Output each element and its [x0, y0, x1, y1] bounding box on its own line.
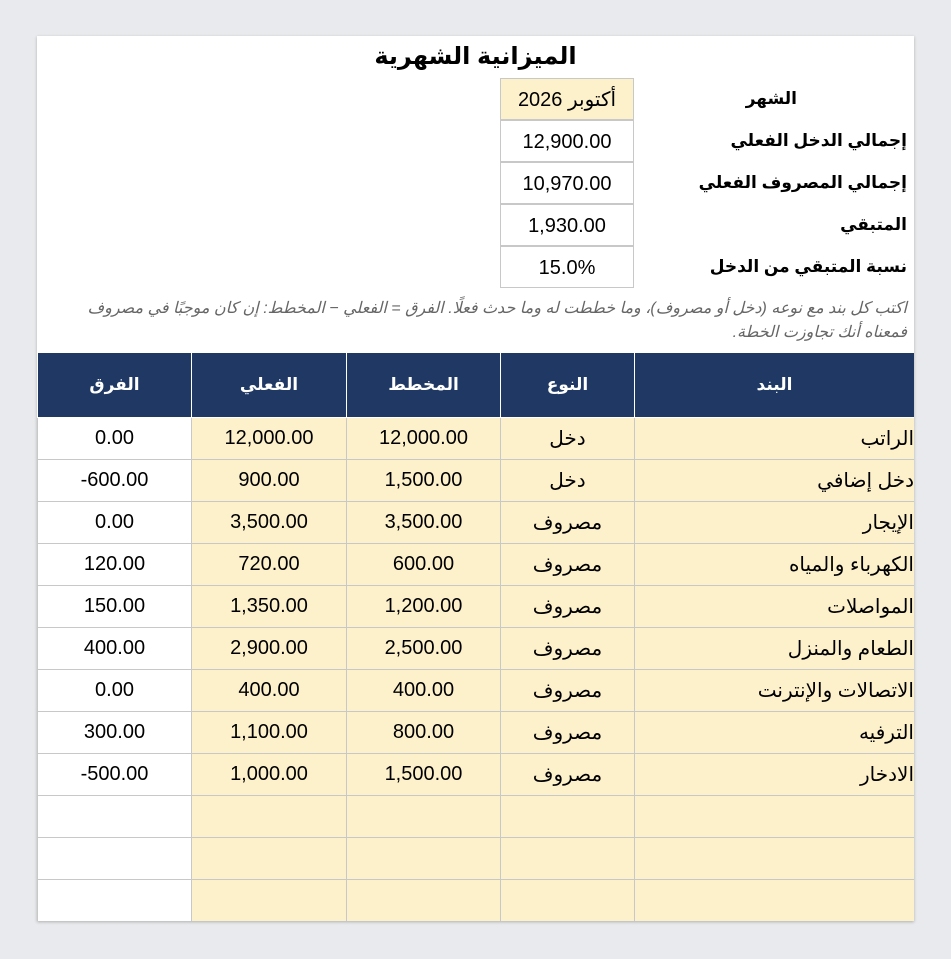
header-planned[interactable]: المخطط	[347, 353, 501, 418]
item-cell[interactable]	[635, 880, 915, 922]
actual-cell[interactable]	[192, 796, 347, 838]
summary-row-income	[37, 120, 914, 162]
actual-cell[interactable]: 3,500.00	[192, 502, 347, 544]
header-item[interactable]: البند	[635, 353, 915, 418]
page-title: الميزانية الشهرية	[374, 43, 577, 70]
item-cell[interactable]: الادخار	[635, 754, 915, 796]
actual-cell[interactable]: 400.00	[192, 670, 347, 712]
table-row	[38, 544, 915, 586]
planned-cell[interactable]	[347, 796, 501, 838]
total-expense-label: إجمالي المصروف الفعلي	[698, 173, 907, 192]
diff-cell[interactable]	[38, 880, 192, 922]
actual-cell[interactable]: 12,000.00	[192, 418, 347, 460]
type-cell[interactable]: مصروف	[501, 670, 635, 712]
remaining-ratio-label: نسبة المتبقي من الدخل	[709, 257, 907, 276]
planned-cell[interactable]: 1,500.00	[347, 754, 501, 796]
type-cell[interactable]: دخل	[501, 418, 635, 460]
actual-cell[interactable]: 1,000.00	[192, 754, 347, 796]
actual-cell[interactable]: 900.00	[192, 460, 347, 502]
table-row	[38, 880, 915, 922]
remaining-cell[interactable]: 1,930.00	[500, 204, 634, 246]
type-cell[interactable]	[501, 838, 635, 880]
type-cell[interactable]: مصروف	[501, 628, 635, 670]
diff-cell[interactable]: 0.00	[38, 502, 192, 544]
diff-cell[interactable]: 300.00	[38, 712, 192, 754]
budget-table	[37, 352, 914, 921]
type-cell[interactable]: مصروف	[501, 502, 635, 544]
summary-row-ratio	[37, 246, 914, 288]
total-income-cell[interactable]: 12,900.00	[500, 120, 634, 162]
actual-cell[interactable]: 2,900.00	[192, 628, 347, 670]
table-row	[38, 586, 915, 628]
header-actual[interactable]: الفعلي	[192, 353, 347, 418]
planned-cell[interactable]: 1,500.00	[347, 460, 501, 502]
table-header-row	[38, 353, 915, 418]
diff-cell[interactable]: 400.00	[38, 628, 192, 670]
item-cell[interactable]: الطعام والمنزل	[635, 628, 915, 670]
total-expense-cell[interactable]: 10,970.00	[500, 162, 634, 204]
actual-cell[interactable]: 1,100.00	[192, 712, 347, 754]
summary-row-month	[37, 78, 914, 120]
remaining-ratio-cell[interactable]: 15.0%	[500, 246, 634, 288]
item-cell[interactable]: الراتب	[635, 418, 915, 460]
actual-cell[interactable]: 1,350.00	[192, 586, 347, 628]
planned-cell[interactable]: 800.00	[347, 712, 501, 754]
planned-cell[interactable]	[347, 838, 501, 880]
total-income-label: إجمالي الدخل الفعلي	[730, 131, 907, 150]
type-cell[interactable]: مصروف	[501, 754, 635, 796]
remaining-label: المتبقي	[840, 215, 907, 234]
planned-cell[interactable]: 600.00	[347, 544, 501, 586]
diff-cell[interactable]	[38, 796, 192, 838]
table-row	[38, 796, 915, 838]
planned-cell[interactable]	[347, 880, 501, 922]
table-row	[38, 460, 915, 502]
item-cell[interactable]: الإيجار	[635, 502, 915, 544]
instructions-note: اكتب كل بند مع نوعه (دخل أو مصروف)، وما خططت له وما حدث فعلًا. الفرق = الفعلي − المخطط: إن كان موجبًا في مصروف فمعناه أنك تجاوزت الخطة.	[87, 300, 907, 341]
type-cell[interactable]: دخل	[501, 460, 635, 502]
item-cell[interactable]: الاتصالات والإنترنت	[635, 670, 915, 712]
summary-row-remaining	[37, 204, 914, 246]
actual-cell[interactable]	[192, 838, 347, 880]
type-cell[interactable]: مصروف	[501, 712, 635, 754]
planned-cell[interactable]: 12,000.00	[347, 418, 501, 460]
diff-cell[interactable]: -500.00	[38, 754, 192, 796]
item-cell[interactable]: دخل إضافي	[635, 460, 915, 502]
table-row	[38, 838, 915, 880]
table-row	[38, 754, 915, 796]
diff-cell[interactable]: 120.00	[38, 544, 192, 586]
month-label: الشهر	[745, 89, 797, 108]
actual-cell[interactable]	[192, 880, 347, 922]
item-cell[interactable]	[635, 796, 915, 838]
header-diff[interactable]: الفرق	[38, 353, 192, 418]
planned-cell[interactable]: 2,500.00	[347, 628, 501, 670]
header-type[interactable]: النوع	[501, 353, 635, 418]
table-row	[38, 628, 915, 670]
type-cell[interactable]: مصروف	[501, 586, 635, 628]
summary-row-expense	[37, 162, 914, 204]
diff-cell[interactable]	[38, 838, 192, 880]
diff-cell[interactable]: 0.00	[38, 418, 192, 460]
item-cell[interactable]	[635, 838, 915, 880]
item-cell[interactable]: الترفيه	[635, 712, 915, 754]
planned-cell[interactable]: 3,500.00	[347, 502, 501, 544]
type-cell[interactable]	[501, 796, 635, 838]
budget-sheet	[37, 36, 914, 921]
diff-cell[interactable]: 150.00	[38, 586, 192, 628]
table-row	[38, 418, 915, 460]
table-row	[38, 670, 915, 712]
planned-cell[interactable]: 1,200.00	[347, 586, 501, 628]
type-cell[interactable]: مصروف	[501, 544, 635, 586]
table-row	[38, 712, 915, 754]
diff-cell[interactable]: -600.00	[38, 460, 192, 502]
actual-cell[interactable]: 720.00	[192, 544, 347, 586]
month-cell[interactable]: أكتوبر 2026	[500, 78, 634, 120]
type-cell[interactable]	[501, 880, 635, 922]
table-row	[38, 502, 915, 544]
item-cell[interactable]: الكهرباء والمياه	[635, 544, 915, 586]
diff-cell[interactable]: 0.00	[38, 670, 192, 712]
item-cell[interactable]: المواصلات	[635, 586, 915, 628]
planned-cell[interactable]: 400.00	[347, 670, 501, 712]
